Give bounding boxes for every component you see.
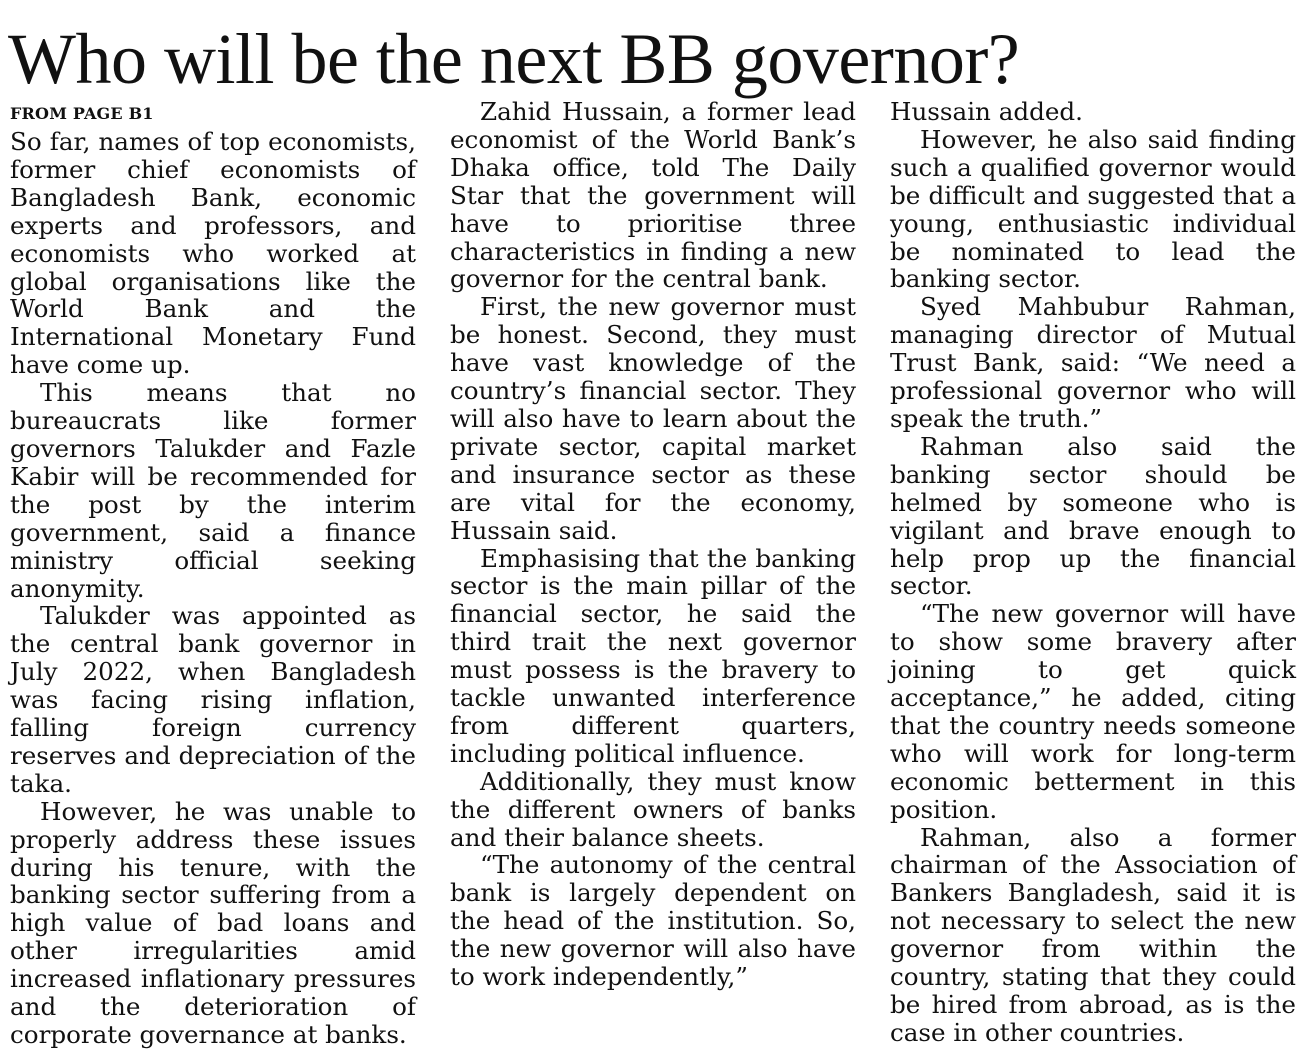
paragraph: “The autonomy of the central bank is largely dependent on the head of the institution. So, the new governor will also have to work independently,”	[450, 850, 856, 992]
paragraph: “The new governor will have to show some bravery after joining to get quick acceptance,” he added, citing that the country needs someone who will work for long-term economic betterment in this position.	[890, 599, 1296, 824]
paragraph: Talukder was appointed as the central bank governor in July 2022, when Bangladesh was facing rising inflation, falling foreign currency reserves and depreciation of the taka.	[10, 601, 416, 798]
paragraph: Rahman, also a former chairman of the Association of Bankers Bangladesh, said it is not necessary to select the new governor from within the country, stating that they could be hired from abroad, as is the case in other countries.	[890, 822, 1296, 1047]
paragraph: Hussain added.	[890, 97, 1083, 126]
column-3	[890, 98, 1296, 1047]
headline: Who will be the next BB governor?	[8, 19, 1020, 99]
paragraph: Emphasising that the banking sector is the main pillar of the financial sector, he said the third trait the next governor must possess is the bravery to tackle unwanted interference from different quarters, including political influence.	[450, 543, 856, 768]
paragraph: So far, names of top economists, former chief economists of Bangladesh Bank, economic experts and professors, and economists who worked at global organisations like the World Bank and the International Monetary Fund have come up.	[10, 127, 416, 380]
paragraph: This means that no bureaucrats like former governors Talukder and Fazle Kabir will be recommended for the post by the interim government, said a finance ministry official seeking anonymity.	[10, 378, 416, 603]
column-1	[10, 98, 416, 1049]
column-2	[450, 98, 856, 991]
paragraph: Zahid Hussain, a former lead economist of the World Bank’s Dhaka office, told The Daily Star that the government will have to prioritise three characteristics in finding a new governor for the central bank.	[450, 97, 856, 294]
paragraph: Additionally, they must know the different owners of banks and their balance sheets.	[450, 766, 856, 852]
paragraph: Syed Mahbubur Rahman, managing director of Mutual Trust Bank, said: “We need a professional governor who will speak the truth.”	[890, 292, 1296, 433]
paragraph: However, he was unable to properly address these issues during his tenure, with the banking sector suffering from a high value of bad loans and other irregularities amid increased inflationary pressures and the deterioration of corporate governance at banks.	[10, 796, 416, 1049]
kicker: FROM PAGE B1	[10, 104, 154, 123]
paragraph: Rahman also said the banking sector should be helmed by someone who is vigilant and brave enough to help prop up the financial sector.	[890, 431, 1296, 601]
paragraph: First, the new governor must be honest. Second, they must have vast knowledge of the country’s financial sector. They will also have to learn about the private sector, capital market and insurance sector as these are vital for the economy, Hussain said.	[450, 292, 856, 545]
paragraph: However, he also said finding such a qualified governor would be difficult and suggested that a young, enthusiastic individual be nominated to lead the banking sector.	[890, 124, 1296, 294]
